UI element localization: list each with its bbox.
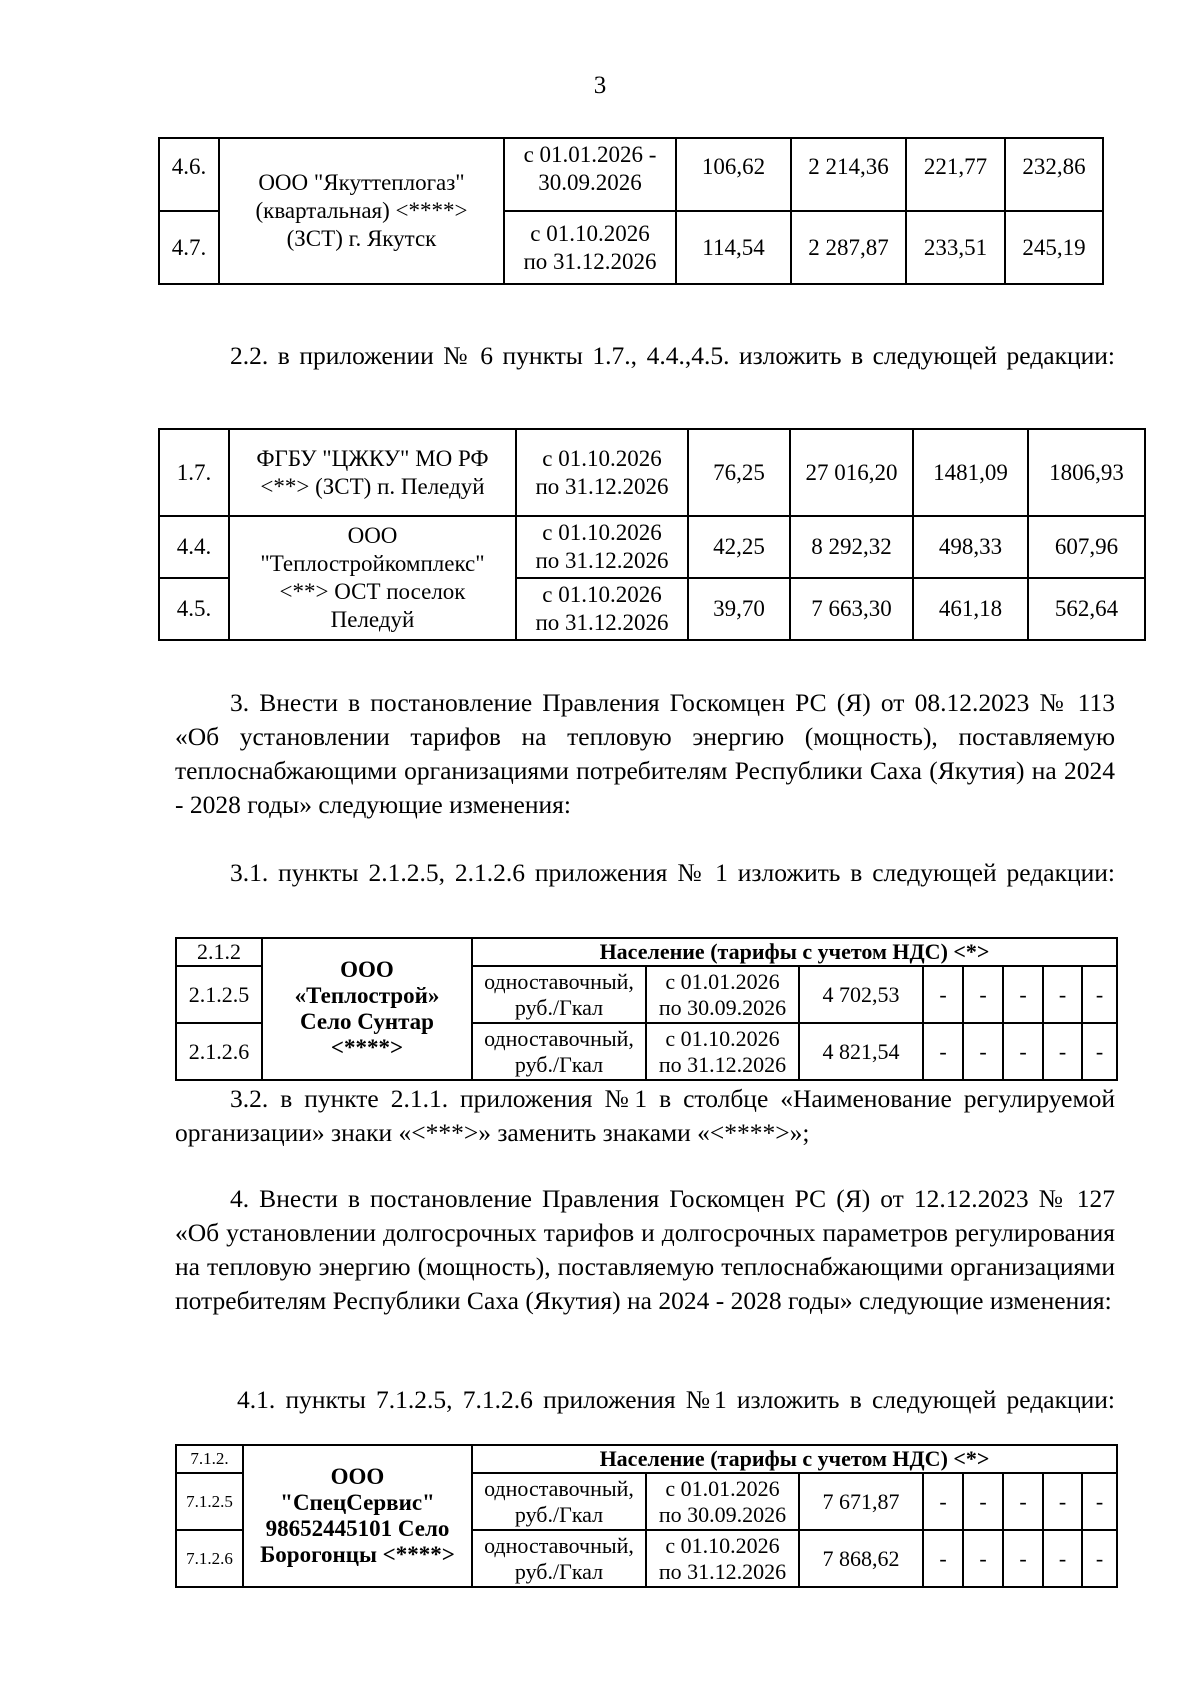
value-cell: 8 292,32 bbox=[790, 516, 913, 578]
value-cell: 106,62 bbox=[676, 138, 791, 211]
row-number: 2.1.2.5 bbox=[176, 966, 262, 1023]
value-cell: 233,51 bbox=[906, 211, 1005, 284]
period: с 01.10.2026 по 31.12.2026 bbox=[516, 578, 688, 640]
period: с 01.10.2026 по 31.12.2026 bbox=[516, 516, 688, 578]
value-cell: 76,25 bbox=[688, 429, 790, 516]
organization-name: ООО «Теплострой» Село Сунтар <****> bbox=[262, 938, 472, 1080]
table-header-row bbox=[176, 938, 1117, 966]
group-header: Население (тарифы с учетом НДС) <*> bbox=[472, 1445, 1117, 1473]
period: с 01.10.2026 по 31.12.2026 bbox=[504, 211, 676, 284]
empty-cell: - bbox=[1082, 966, 1117, 1023]
table-header-row bbox=[176, 1445, 1117, 1473]
row-number: 4.4. bbox=[159, 516, 229, 578]
tariff-type: одноставочный, руб./Гкал bbox=[472, 1530, 646, 1587]
table-peleduy bbox=[158, 428, 1146, 641]
empty-cell: - bbox=[963, 966, 1003, 1023]
paragraph-4: 4. Внести в постановление Правления Госкомцен РС (Я) от 12.12.2023 № 127 «Об установлении долгосрочных тарифов и долгосрочных параметров регулирования на тепловую энергию (мощность), поставляемую теплоснабжающими организациями потребителям Республики Саха (Якутия) на 2024 - 2028 годы» следующие изменения: bbox=[175, 1184, 1115, 1315]
period: с 01.10.2026 по 31.12.2026 bbox=[646, 1023, 799, 1080]
empty-cell: - bbox=[963, 1530, 1003, 1587]
table-specservice bbox=[175, 1444, 1118, 1588]
value-cell: 1806,93 bbox=[1028, 429, 1145, 516]
row-number: 4.7. bbox=[159, 211, 219, 284]
paragraph-3-1: 3.1. пункты 2.1.2.5, 2.1.2.6 приложения № 1 изложить в следующей редакции: bbox=[230, 858, 1115, 887]
value-cell: 42,25 bbox=[688, 516, 790, 578]
tariff-type: одноставочный, руб./Гкал bbox=[472, 1023, 646, 1080]
organization-name: ФГБУ "ЦЖКУ" МО РФ <**> (ЗСТ) п. Пеледуй bbox=[229, 429, 516, 516]
empty-cell: - bbox=[923, 966, 963, 1023]
row-number: 2.1.2 bbox=[176, 938, 262, 966]
value-cell: 562,64 bbox=[1028, 578, 1145, 640]
tariff-type: одноставочный, руб./Гкал bbox=[472, 966, 646, 1023]
empty-cell: - bbox=[923, 1473, 963, 1530]
row-number: 7.1.2. bbox=[176, 1445, 243, 1473]
empty-cell: - bbox=[1082, 1530, 1117, 1587]
tariff-value: 7 868,62 bbox=[799, 1530, 923, 1587]
empty-cell: - bbox=[1003, 966, 1043, 1023]
period: с 01.10.2026 по 31.12.2026 bbox=[646, 1530, 799, 1587]
row-number: 2.1.2.6 bbox=[176, 1023, 262, 1080]
period: с 01.01.2026 - 30.09.2026 bbox=[504, 138, 676, 211]
paragraph-3: 3. Внести в постановление Правления Госкомцен РС (Я) от 08.12.2023 № 113 «Об установлении тарифов на тепловую энергию (мощность), поставляемую теплоснабжающими организациями потребителям Республики Саха (Якутия) на 2024 - 2028 годы» следующие изменения: bbox=[175, 688, 1115, 819]
value-cell: 461,18 bbox=[913, 578, 1028, 640]
empty-cell: - bbox=[963, 1023, 1003, 1080]
table-row bbox=[159, 138, 1103, 211]
value-cell: 2 214,36 bbox=[791, 138, 906, 211]
value-cell: 245,19 bbox=[1005, 211, 1103, 284]
row-number: 7.1.2.5 bbox=[176, 1473, 243, 1530]
organization-name: ООО "Теплостройкомплекс" <**> ОСТ поселок Пеледуй bbox=[229, 516, 516, 640]
empty-cell: - bbox=[1043, 1530, 1082, 1587]
tariff-value: 4 821,54 bbox=[799, 1023, 923, 1080]
paragraph-3-2: 3.2. в пункте 2.1.1. приложения №1 в столбце «Наименование регулируемой организации» знаки «<***>» заменить знаками «<****>»; bbox=[175, 1084, 1115, 1147]
tariff-value: 7 671,87 bbox=[799, 1473, 923, 1530]
value-cell: 114,54 bbox=[676, 211, 791, 284]
value-cell: 39,70 bbox=[688, 578, 790, 640]
empty-cell: - bbox=[1082, 1473, 1117, 1530]
empty-cell: - bbox=[1003, 1530, 1043, 1587]
value-cell: 498,33 bbox=[913, 516, 1028, 578]
empty-cell: - bbox=[963, 1473, 1003, 1530]
value-cell: 27 016,20 bbox=[790, 429, 913, 516]
organization-name: ООО "Якуттеплогаз" (квартальная) <****> (ЗСТ) г. Якутск bbox=[219, 138, 504, 284]
period: с 01.10.2026 по 31.12.2026 bbox=[516, 429, 688, 516]
value-cell: 221,77 bbox=[906, 138, 1005, 211]
empty-cell: - bbox=[1082, 1023, 1117, 1080]
period: с 01.01.2026 по 30.09.2026 bbox=[646, 966, 799, 1023]
empty-cell: - bbox=[1043, 966, 1082, 1023]
paragraph-4-1: 4.1. пункты 7.1.2.5, 7.1.2.6 приложения №1 изложить в следующей редакции: bbox=[237, 1385, 1115, 1414]
value-cell: 7 663,30 bbox=[790, 578, 913, 640]
empty-cell: - bbox=[1003, 1023, 1043, 1080]
page-number: 3 bbox=[593, 72, 607, 99]
table-row bbox=[159, 516, 1145, 578]
row-number: 4.6. bbox=[159, 138, 219, 211]
row-number: 7.1.2.6 bbox=[176, 1530, 243, 1587]
empty-cell: - bbox=[1003, 1473, 1043, 1530]
value-cell: 232,86 bbox=[1005, 138, 1103, 211]
value-cell: 2 287,87 bbox=[791, 211, 906, 284]
value-cell: 607,96 bbox=[1028, 516, 1145, 578]
row-number: 4.5. bbox=[159, 578, 229, 640]
group-header: Население (тарифы с учетом НДС) <*> bbox=[472, 938, 1117, 966]
organization-name: ООО "СпецСервис" 98652445101 Село Борогонцы <****> bbox=[243, 1445, 472, 1587]
table-teplostroy bbox=[175, 937, 1118, 1081]
tariff-type: одноставочный, руб./Гкал bbox=[472, 1473, 646, 1530]
empty-cell: - bbox=[923, 1023, 963, 1080]
paragraph-2-2: 2.2. в приложении № 6 пункты 1.7., 4.4.,4.5. изложить в следующей редакции: bbox=[230, 341, 1115, 370]
table-yakutteplogaz bbox=[158, 137, 1104, 285]
row-number: 1.7. bbox=[159, 429, 229, 516]
tariff-value: 4 702,53 bbox=[799, 966, 923, 1023]
empty-cell: - bbox=[1043, 1473, 1082, 1530]
table-row bbox=[159, 429, 1145, 516]
period: с 01.01.2026 по 30.09.2026 bbox=[646, 1473, 799, 1530]
empty-cell: - bbox=[923, 1530, 963, 1587]
value-cell: 1481,09 bbox=[913, 429, 1028, 516]
empty-cell: - bbox=[1043, 1023, 1082, 1080]
